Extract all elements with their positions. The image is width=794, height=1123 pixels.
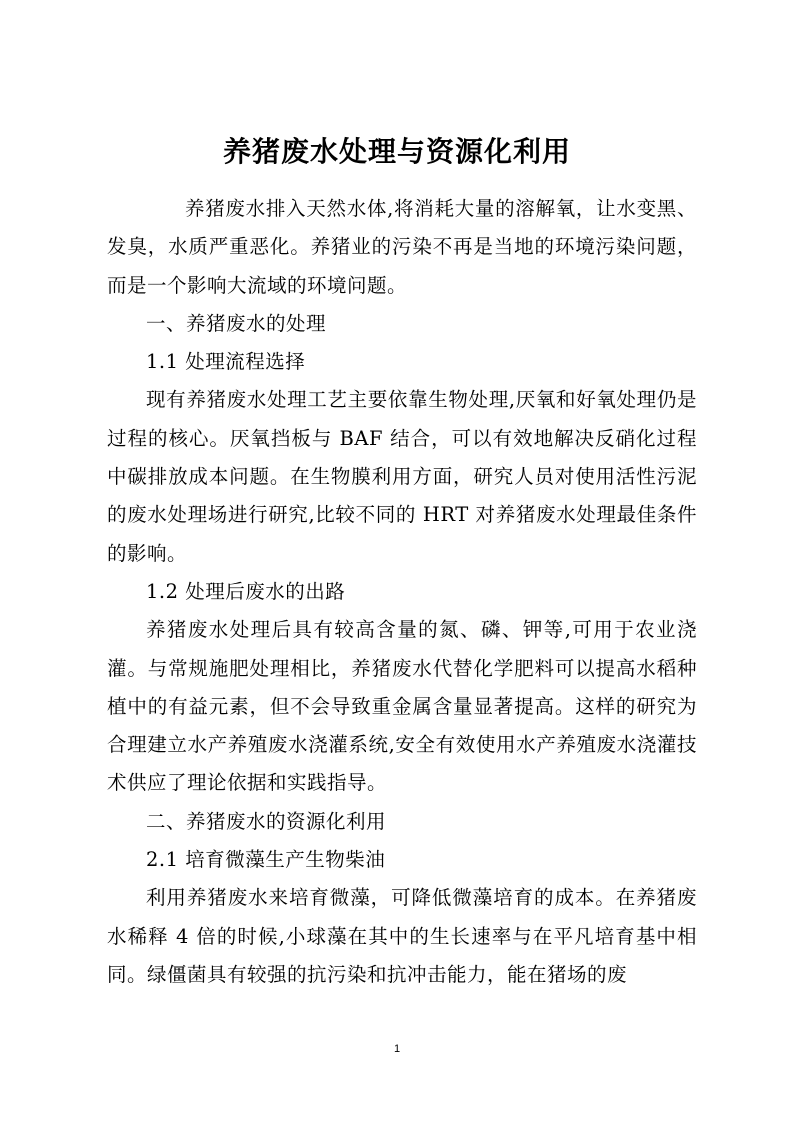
page-number: 1 — [393, 1043, 401, 1055]
paragraph-process-selection: 现有养猪废水处理工艺主要依靠生物处理,厌氧和好氧处理仍是过程的核心。厌氧挡板与 BAF 结合，可以有效地解决反硝化过程中碳排放成本问题。在生物膜利用方面，研究人员对使用活性污泥的废水处理场进行研究,比较不同的 HRT 对养猪废水处理最佳条件的影响。 — [107, 388, 697, 565]
section-heading-1: 一、养猪废水的处理 — [146, 311, 327, 335]
paragraph-wastewater-outlet: 养猪废水处理后具有较高含量的氮、磷、钾等,可用于农业浇灌。与常规施肥处理相比，养猪废水代替化学肥料可以提高水稻种植中的有益元素，但不会导致重金属含量显著提高。这样的研究为合理建立水产养殖废水浇灌系统,安全有效使用水产养殖废水浇灌技术供应了理论依据和实践指导。 — [107, 618, 697, 795]
subsection-heading-1-2: 1.2 处理后废水的出路 — [146, 579, 346, 603]
document-title: 养猪废水处理与资源化利用 — [222, 135, 571, 168]
paragraph-intro: 养猪废水排入天然水体,将消耗大量的溶解氧，让水变黑、发臭，水质严重恶化。养猪业的污染不再是当地的环境污染问题，而是一个影响大流域的环境问题。 — [107, 197, 697, 297]
paragraph-microalgae: 利用养猪废水来培育微藻，可降低微藻培育的成本。在养猪废水稀释 4 倍的时候,小球藻在其中的生长速率与在平凡培育基中相同。绿僵菌具有较强的抗污染和抗冲击能力，能在猪场的废 — [107, 886, 697, 986]
subsection-heading-1-1: 1.1 处理流程选择 — [146, 350, 306, 374]
section-heading-2: 二、养猪废水的资源化利用 — [146, 809, 387, 833]
subsection-heading-2-1: 2.1 培育微藻生产生物柴油 — [146, 848, 386, 872]
document-body — [107, 190, 697, 994]
